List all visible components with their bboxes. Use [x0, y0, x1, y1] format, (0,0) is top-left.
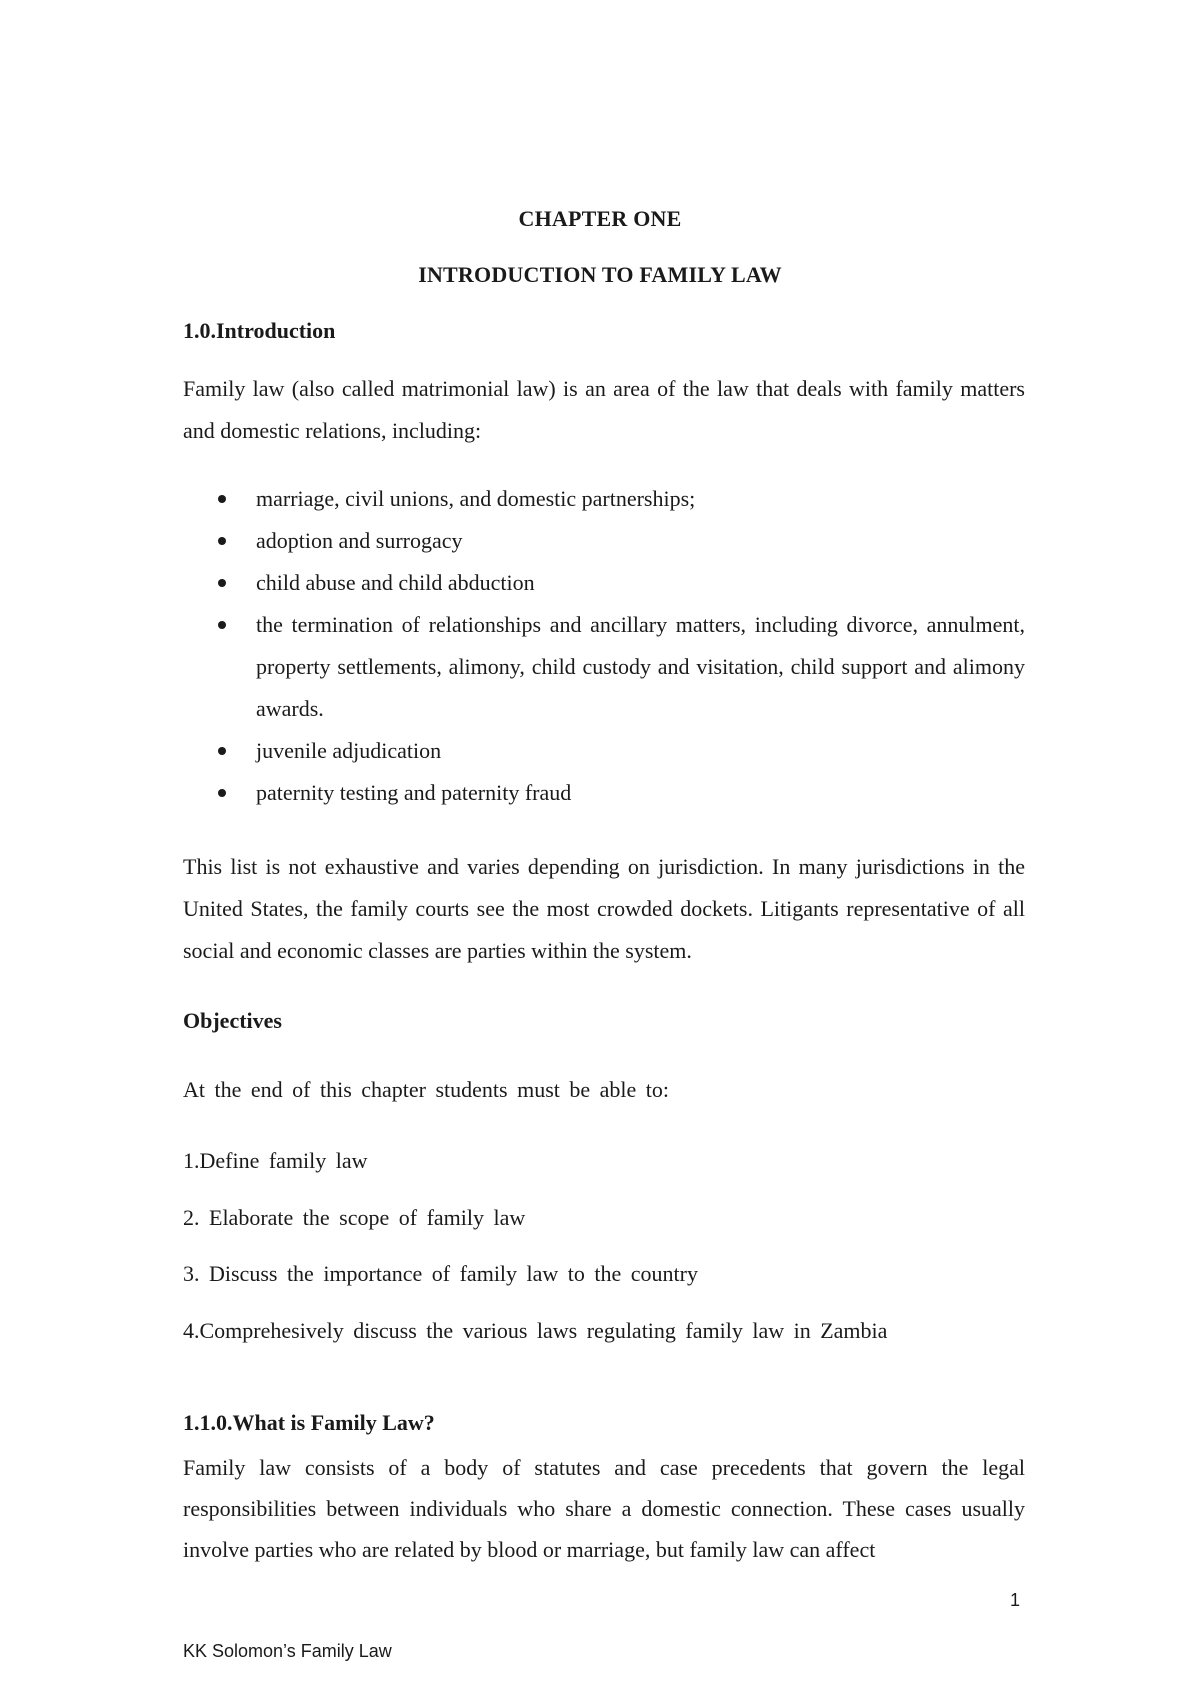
- page-number: 1: [1010, 1590, 1021, 1610]
- what-is-family-law-heading: 1.1.0.What is Family Law?: [183, 1410, 435, 1435]
- bullet-icon: [218, 579, 226, 587]
- list-item: [218, 562, 1025, 604]
- scope-bullet-list: [218, 478, 1025, 814]
- list-item-text: the termination of relationships and ancillary matters, including divorce, annulment, property settlements, alimony, child custody and visitation, child support and alimony awards.: [256, 612, 1025, 721]
- bullet-icon: [218, 747, 226, 755]
- bullet-icon: [218, 537, 226, 545]
- objectives-heading: Objectives: [183, 1008, 282, 1033]
- chapter-number-title: CHAPTER ONE: [518, 206, 682, 231]
- jurisdiction-paragraph: This list is not exhaustive and varies depending on jurisdiction. In many jurisdictions in the United States, the family courts see the most crowded dockets. Litigants representative of all social and economic classes are parties within the system.: [183, 854, 1025, 963]
- intro-heading: 1.0.Introduction: [183, 318, 336, 343]
- list-item-text: adoption and surrogacy: [256, 528, 463, 553]
- list-item-text: juvenile adjudication: [256, 738, 442, 763]
- list-item: [218, 520, 1025, 562]
- objective-item: 1.Define family law: [183, 1148, 368, 1173]
- objective-item: 2. Elaborate the scope of family law: [183, 1205, 526, 1230]
- bullet-icon: [218, 789, 226, 797]
- what-is-family-law-paragraph: Family law consists of a body of statutes and case precedents that govern the legal responsibilities between individuals who share a domestic connection. These cases usually involve parties who are related by blood or marriage, but family law can affect: [183, 1455, 1025, 1562]
- footer-text: KK Solomon’s Family Law: [183, 1641, 392, 1661]
- list-item: [218, 772, 1025, 814]
- list-item-text: child abuse and child abduction: [256, 570, 535, 595]
- list-item-text: paternity testing and paternity fraud: [256, 780, 572, 805]
- intro-paragraph: Family law (also called matrimonial law) is an area of the law that deals with family matters and domestic relations, including:: [183, 376, 1025, 443]
- list-item: [218, 730, 1025, 772]
- list-item-text: marriage, civil unions, and domestic partnerships;: [256, 486, 696, 511]
- objective-item: 3. Discuss the importance of family law to the country: [183, 1261, 698, 1286]
- chapter-title: INTRODUCTION TO FAMILY LAW: [418, 262, 782, 287]
- objectives-lead: At the end of this chapter students must be able to:: [183, 1077, 670, 1102]
- objective-item: 4.Comprehesively discuss the various laws regulating family law in Zambia: [183, 1318, 888, 1343]
- list-item: [218, 478, 1025, 520]
- list-item: [218, 604, 1025, 730]
- bullet-icon: [218, 621, 226, 629]
- bullet-icon: [218, 495, 226, 503]
